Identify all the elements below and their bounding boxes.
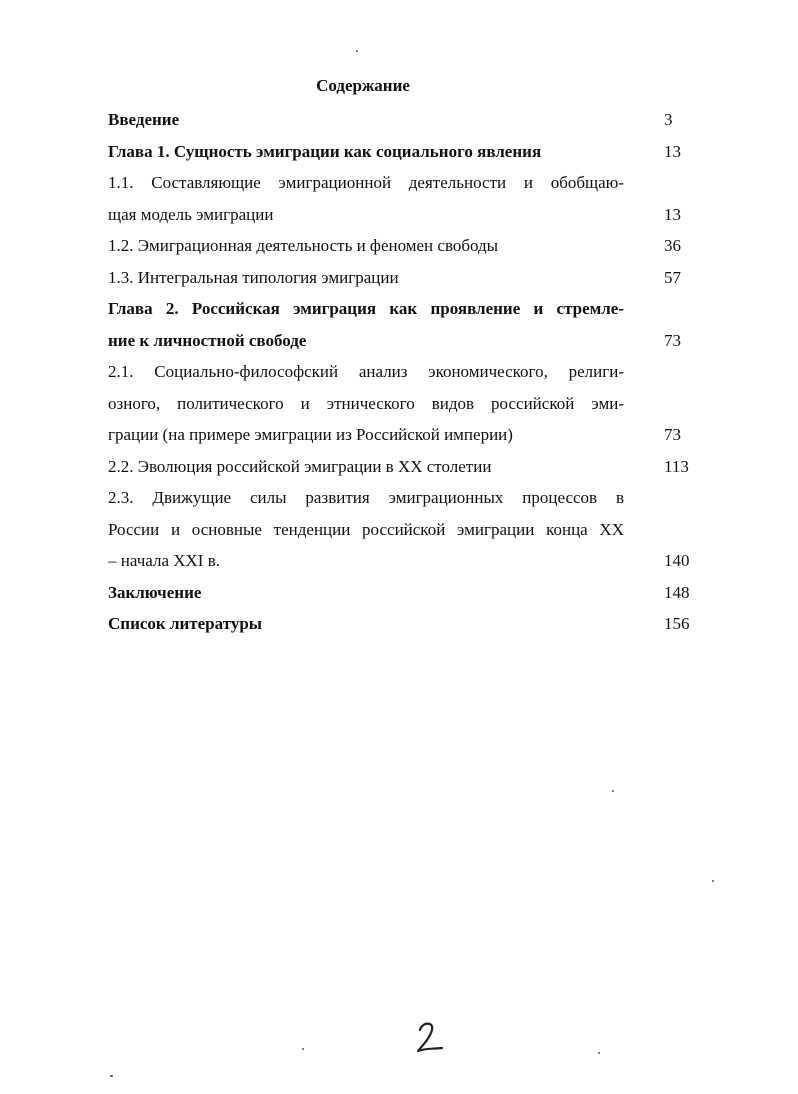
toc-entry-page: 73 <box>664 330 681 350</box>
toc-entry-line: 1.3. Интегральная типология эмиграции <box>108 267 399 287</box>
scan-speck <box>712 880 714 882</box>
toc-entry-line: ние к личностной свободе <box>108 330 307 350</box>
toc-entry-line: – начала XXI в. <box>108 551 220 570</box>
toc-entry-line: щая модель эмиграции <box>108 204 274 224</box>
toc-entry-line: 1.1. Составляющие эмиграционной деятельности и обобщаю- <box>108 173 624 192</box>
toc-entry-title <box>108 104 624 136</box>
toc-entry <box>108 482 694 577</box>
toc-entry-page: 113 <box>664 456 689 476</box>
toc-entry <box>108 608 694 640</box>
toc-entry-page: 73 <box>664 425 681 444</box>
toc-entry-page: 13 <box>664 204 681 224</box>
toc-entry-title <box>108 356 624 451</box>
toc-entry-line: Заключение <box>108 582 202 602</box>
table-of-contents <box>108 104 694 640</box>
toc-entry-line: России и основные тенденции российской эмиграции конца XX <box>108 519 624 539</box>
toc-entry-line: 2.3. Движущие силы развития эмиграционных процессов в <box>108 488 624 507</box>
toc-entry-title <box>108 451 624 483</box>
toc-entry-title <box>108 482 624 577</box>
toc-entry <box>108 167 694 230</box>
page-title: Содержание <box>316 76 410 95</box>
toc-entry-line: грации (на примере эмиграции из Российской империи) <box>108 425 513 444</box>
toc-entry <box>108 104 694 136</box>
toc-entry-line: 1.2. Эмиграционная деятельность и феномен свободы <box>108 236 499 255</box>
toc-entry-line: Глава 1. Сущность эмиграции как социального явления <box>108 141 542 161</box>
toc-entry-line: Введение <box>108 110 180 129</box>
toc-entry-page: 3 <box>664 110 673 129</box>
toc-entry-line: Список литературы <box>108 614 263 633</box>
toc-entry <box>108 136 694 168</box>
toc-entry-title <box>108 262 624 294</box>
handwritten-page-number-icon <box>414 1018 448 1058</box>
scan-speck <box>110 1075 113 1077</box>
toc-entry-title <box>108 230 624 262</box>
scan-speck <box>356 50 358 52</box>
toc-entry-title <box>108 608 624 640</box>
toc-entry-line: озного, политического и этнического видов российской эми- <box>108 393 624 413</box>
toc-entry-line: Глава 2. Российская эмиграция как проявление и стремле- <box>108 299 624 318</box>
toc-entry <box>108 293 694 356</box>
toc-entry-page: 36 <box>664 236 681 255</box>
toc-entry-line: 2.1. Социально-философский анализ экономического, религи- <box>108 362 624 381</box>
toc-entry-page: 57 <box>664 267 681 287</box>
toc-entry <box>108 262 694 294</box>
toc-entry-title <box>108 167 624 230</box>
toc-entry-line: 2.2. Эволюция российской эмиграции в XX столетии <box>108 456 492 476</box>
scan-speck <box>598 1052 600 1054</box>
toc-entry-title <box>108 136 624 168</box>
toc-entry-page: 148 <box>664 582 690 602</box>
toc-entry <box>108 451 694 483</box>
toc-entry <box>108 577 694 609</box>
toc-entry-title <box>108 577 624 609</box>
scan-speck <box>302 1048 304 1050</box>
toc-entry-title <box>108 293 624 356</box>
toc-entry <box>108 230 694 262</box>
toc-entry-page: 156 <box>664 614 690 633</box>
toc-entry <box>108 356 694 451</box>
toc-entry-page: 140 <box>664 551 690 570</box>
scan-speck <box>612 790 614 792</box>
toc-entry-page: 13 <box>664 141 681 161</box>
